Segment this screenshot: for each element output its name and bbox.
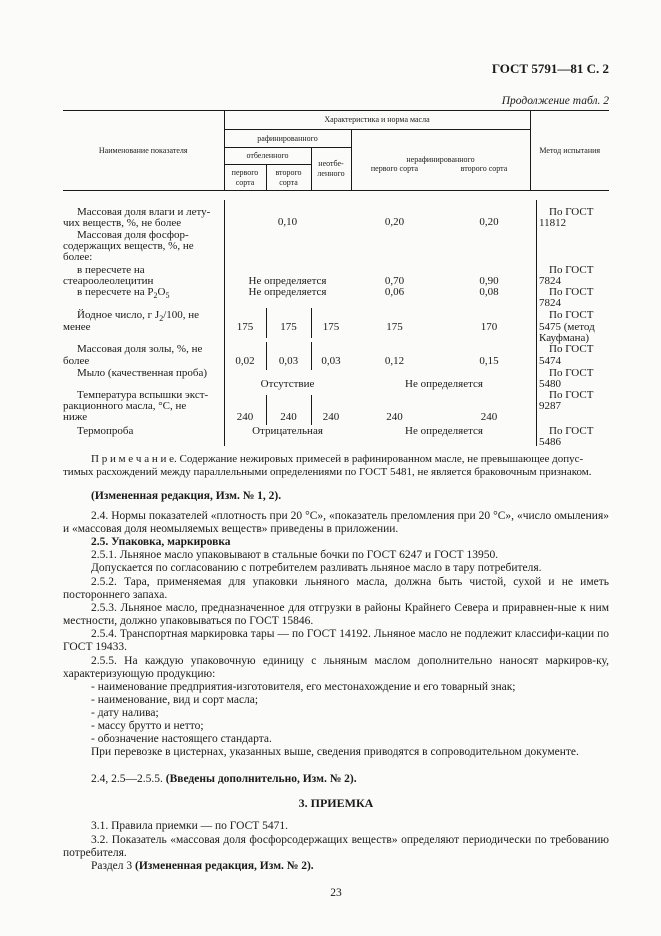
value: 0,03 <box>321 355 341 367</box>
marking-list <box>63 681 609 746</box>
list-item: - дату налива; <box>91 707 159 719</box>
spec-table-body <box>63 200 609 450</box>
table-rule <box>536 200 537 446</box>
amendment-note-2: 2.4, 2.5—2.5.5. (Введены дополнительно, Изм. № 2). <box>91 773 357 785</box>
value: 175 <box>386 321 403 333</box>
method: По ГОСТ <box>549 343 594 355</box>
row-label: Термопроба <box>77 425 134 437</box>
list-item: - обозначение настоящего стандарта. <box>91 733 272 745</box>
spec-table-header <box>63 110 609 191</box>
amendment-note-3: Раздел 3 (Измененная редакция, Изм. № 2). <box>91 860 314 872</box>
col-unrefined: нерафинированного <box>351 130 530 191</box>
method: Кауфмана) <box>539 332 590 344</box>
value: 240 <box>480 411 498 423</box>
para-2-5-5: 2.5.5. На каждую упаковочную единицу с льняным маслом дополнительно наносят маркиров-ку, характеризующую продукцию: <box>63 655 609 680</box>
method: По ГОСТ <box>549 286 594 298</box>
col-method: Метод испытания <box>530 111 609 191</box>
table-rule <box>311 395 312 425</box>
row-label: Массовая доля золы, %, не <box>77 343 203 355</box>
value: 0,90 <box>479 275 499 287</box>
row-label: ракционного масла, °С, не <box>63 400 187 412</box>
list-item: - наименование, вид и сорт масла; <box>91 694 259 706</box>
row-label: Температура вспышки экст- <box>77 389 209 401</box>
table-continuation-label: Продолжение табл. 2 <box>501 95 609 107</box>
table-rule <box>311 342 312 370</box>
method: По ГОСТ <box>549 425 594 437</box>
value: 240 <box>386 411 403 423</box>
value: 0,02 <box>235 355 255 367</box>
document-header: ГОСТ 5791—81 С. 2 <box>491 61 609 76</box>
method: 11812 <box>539 217 567 229</box>
para-3-2: 3.2. Показатель «массовая доля фосфорсодержащих веществ» определяют периодически по требованию потребителя. <box>63 834 609 859</box>
value: 0,15 <box>479 355 499 367</box>
col-indicator: Наименование показателя <box>63 111 224 191</box>
value: 240 <box>236 411 254 423</box>
value: 0,12 <box>384 355 405 367</box>
method: По ГОСТ <box>549 206 594 218</box>
col-characteristic: Характеристика и норма масла <box>224 111 530 130</box>
para-2-5-1b: Допускается по согласованию с потребителем разливать льняное масло в тару потребителя. <box>91 562 542 574</box>
para-2-5-2: 2.5.2. Тара, применяемая для упаковки льняного масла, должна быть чистой, сухой и не иметь постороннего запаха. <box>63 576 609 601</box>
row-label: Мыло (качественная проба) <box>77 367 208 379</box>
value: 0,06 <box>384 286 405 298</box>
row-label: ниже <box>63 411 88 423</box>
row-label: Йодное число, г $J_2/100$, не <box>77 309 200 324</box>
value: Отрицательная <box>252 425 323 437</box>
col-bleached-second: второго сорта <box>266 165 311 191</box>
value: 0,08 <box>479 286 499 298</box>
row-label: содержащих веществ, %, не <box>63 240 194 252</box>
method: По ГОСТ <box>549 367 594 379</box>
row-label: более <box>63 355 90 367</box>
value: 0,70 <box>384 275 405 287</box>
row-label: в пересчете на $P_2O_5$ <box>77 286 170 301</box>
para-2-5-3: 2.5.3. Льняное масло, предназначенное для отгрузки в районы Крайнего Севера и приравнен-ные к ним местности, должно упаковываться по ГОСТ 15846. <box>63 602 609 627</box>
row-label: Массовая доля фосфор- <box>77 229 189 241</box>
table-rule <box>266 342 267 370</box>
col-unrefined-first: первого сорта <box>370 164 419 173</box>
para-2-5-1: 2.5.1. Льняное масло упаковывают в стальные бочки по ГОСТ 6247 и ГОСТ 13950. <box>91 549 499 561</box>
value: 0,20 <box>384 216 405 228</box>
row-label: стеароолеолецитин <box>63 275 154 287</box>
value: Не определяется <box>405 425 483 437</box>
value: 175 <box>322 321 340 333</box>
method: 5480 <box>539 378 561 390</box>
table-rule <box>311 308 312 338</box>
method: По ГОСТ <box>549 389 594 401</box>
table-rule <box>266 308 267 338</box>
value: 170 <box>480 321 498 333</box>
row-label: менее <box>63 321 91 333</box>
col-bleached: отбеленного <box>224 148 311 165</box>
amendment-note: (Измененная редакция, Изм. № 1, 2). <box>91 490 282 502</box>
para-tank: При перевозке в цистернах, указанных выше, сведения приводятся в сопроводительном документе. <box>91 746 579 758</box>
method: По ГОСТ <box>549 264 594 276</box>
value: 240 <box>322 411 340 423</box>
value: 0,03 <box>278 355 299 367</box>
value: Не определяется <box>405 378 483 390</box>
value: 175 <box>236 321 254 333</box>
method: 5474 <box>539 355 561 367</box>
para-2-5-4: 2.5.4. Транспортная маркировка тары — по ГОСТ 14192. Льняное масло не подлежит классифи-кации по ГОСТ 19433. <box>63 628 609 653</box>
para-3-1: 3.1. Правила приемки — по ГОСТ 5471. <box>91 820 289 832</box>
row-label: более: <box>63 251 93 263</box>
para-2-4: 2.4. Нормы показателей «плотность при 20 °С», «показатель преломления при 20 °С», «число омыления» и «массовая доля неомыляемых веществ» приведены в приложении. <box>63 510 609 535</box>
col-unrefined-second: второго сорта <box>460 164 508 173</box>
method: 9287 <box>539 400 561 412</box>
col-refined: рафинированного <box>224 130 351 148</box>
table-rule <box>266 395 267 425</box>
method: 5486 <box>539 436 561 448</box>
value: 240 <box>280 411 297 423</box>
value: 0,20 <box>479 216 499 228</box>
method: По ГОСТ <box>549 309 594 321</box>
heading-2-5: 2.5. Упаковка, маркировка <box>91 536 231 548</box>
method: 5475 (метод <box>539 321 595 333</box>
value: Не определяется <box>248 286 327 298</box>
col-bleached-first: первого сорта <box>224 165 266 191</box>
list-item: - наименование предприятия-изготовителя, его местонахождение и его товарный знак; <box>91 681 516 693</box>
col-unbleached: неотбе-ленного <box>311 148 351 191</box>
method: 7824 <box>539 275 561 287</box>
row-label: в пересчете на <box>77 264 145 276</box>
page-number: 23 <box>330 887 342 899</box>
method: 7824 <box>539 297 561 309</box>
section-3-title: 3. ПРИЕМКА <box>298 796 374 810</box>
table-note: П р и м е ч а н и е. Содержание нежировых примесей в рафинированном масле, не превышающее допус-тимых расхождений между параллельными определениями по ГОСТ 5481, не является браковочным признаком. <box>63 453 592 479</box>
row-label: Массовая доля влаги и лету- <box>77 206 211 218</box>
value: 175 <box>280 321 297 333</box>
value: 0,10 <box>277 216 298 228</box>
value: Отсутствие <box>260 378 315 390</box>
list-item: - массу брутто и нетто; <box>91 720 204 732</box>
value: Не определяется <box>248 275 327 287</box>
row-label: чих веществ, %, не более <box>63 217 182 229</box>
